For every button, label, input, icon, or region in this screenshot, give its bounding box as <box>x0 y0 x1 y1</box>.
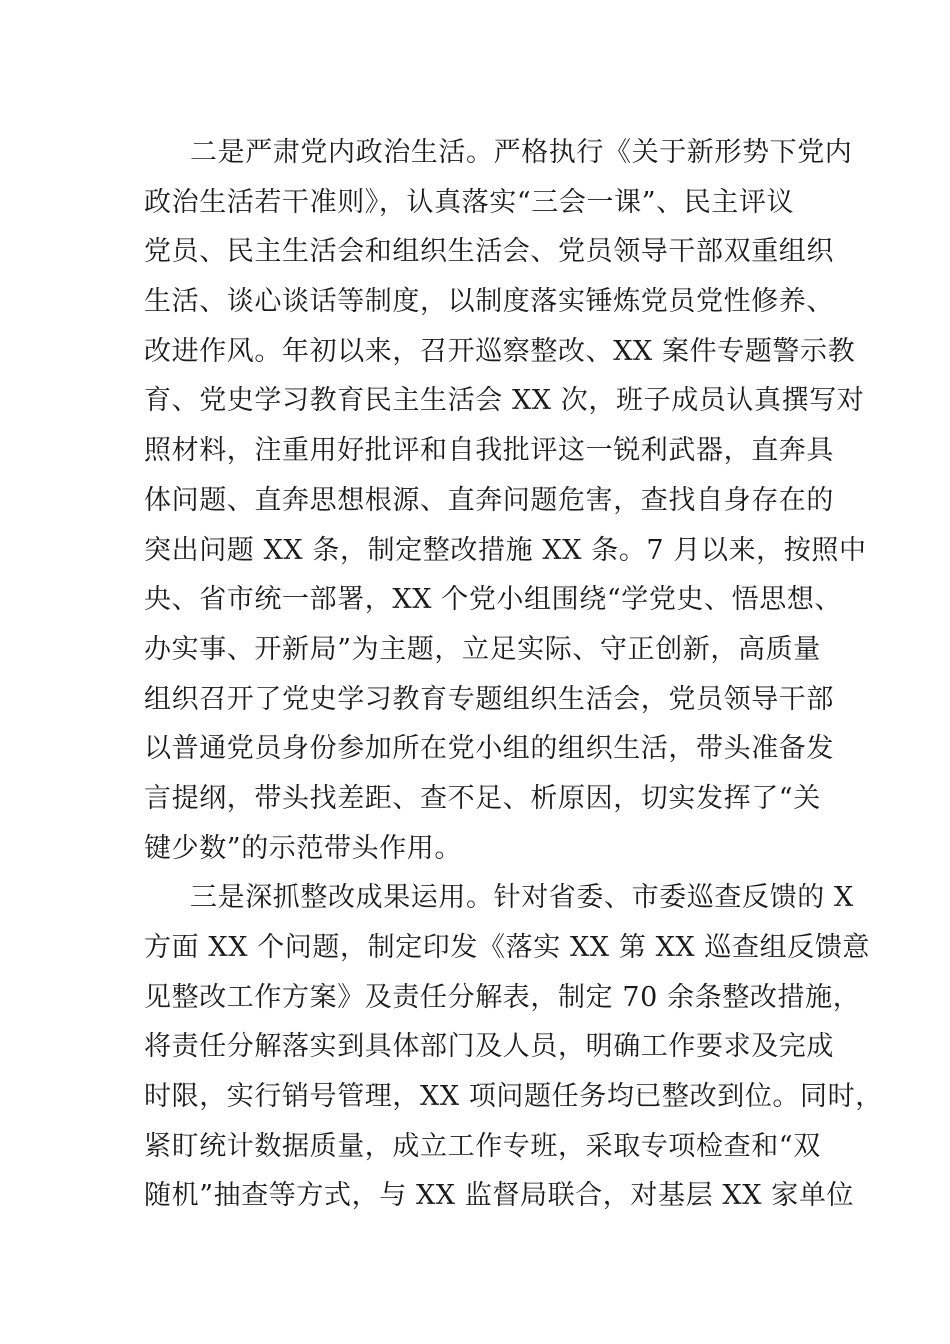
paragraph-2-line-1: 三是深抓整改成果运用。针对省委、市委巡查反馈的 X <box>190 882 854 914</box>
paragraph-2-line-4: 将责任分解落实到具体部门及人员，明确工作要求及完成 <box>144 1031 834 1063</box>
paragraph-1-line-4: 生活、谈心谈话等制度，以制度落实锤炼党员党性修养、 <box>144 286 834 318</box>
paragraph-1-line-13: 以普通党员身份参加所在党小组的组织生活，带头准备发 <box>144 733 834 765</box>
paragraph-2-line-6: 紧盯统计数据质量，成立工作专班，采取专项检查和“双 <box>144 1130 821 1162</box>
paragraph-1-line-9: 突出问题 XX 条，制定整改措施 XX 条。7 月以来，按照中 <box>144 534 867 566</box>
paragraph-2-line-5: 时限，实行销号管理，XX 项问题任务均已整改到位。同时， <box>144 1081 883 1113</box>
paragraph-1-line-6: 育、党史学习教育民主生活会 XX 次，班子成员认真撰写对 <box>144 385 865 417</box>
document-body <box>144 128 883 1221</box>
paragraph-1-line-14: 言提纲，带头找差距、查不足、析原因，切实发挥了“关 <box>144 782 821 814</box>
paragraph-2-line-3: 见整改工作方案》及责任分解表，制定 70 余条整改措施， <box>144 981 861 1013</box>
paragraph-2-line-7: 随机”抽查等方式，与 XX 监督局联合，对基层 XX 家单位 <box>144 1180 855 1212</box>
paragraph-1-line-11: 办实事、开新局”为主题，立足实际、守正创新，高质量 <box>144 633 821 665</box>
paragraph-1-line-2: 政治生活若干准则》，认真落实“三会一课”、民主评议 <box>144 186 795 218</box>
paragraph-2-line-2: 方面 XX 个问题，制定印发《落实 XX 第 XX 巡查组反馈意 <box>144 932 871 963</box>
paragraph-1-line-3: 党员、民主生活会和组织生活会、党员领导干部双重组织 <box>144 236 834 268</box>
paragraph-1-line-10: 央、省市统一部署，XX 个党小组围绕“学党史、悟思想、 <box>144 584 843 616</box>
paragraph-1-line-1: 二是严肃党内政治生活。严格执行《关于新形势下党内 <box>190 137 853 168</box>
paragraph-1-line-5: 改进作风。年初以来，召开巡察整改、XX 案件专题警示教 <box>144 335 856 367</box>
paragraph-1-line-7: 照材料，注重用好批评和自我批评这一锐利武器，直奔具 <box>144 435 834 467</box>
paragraph-1-line-15: 键少数”的示范带头作用。 <box>144 832 463 864</box>
paragraph-1-line-8: 体问题、直奔思想根源、直奔问题危害，查找自身存在的 <box>144 484 834 516</box>
paragraph-1-line-12: 组织召开了党史学习教育专题组织生活会，党员领导干部 <box>144 683 834 715</box>
